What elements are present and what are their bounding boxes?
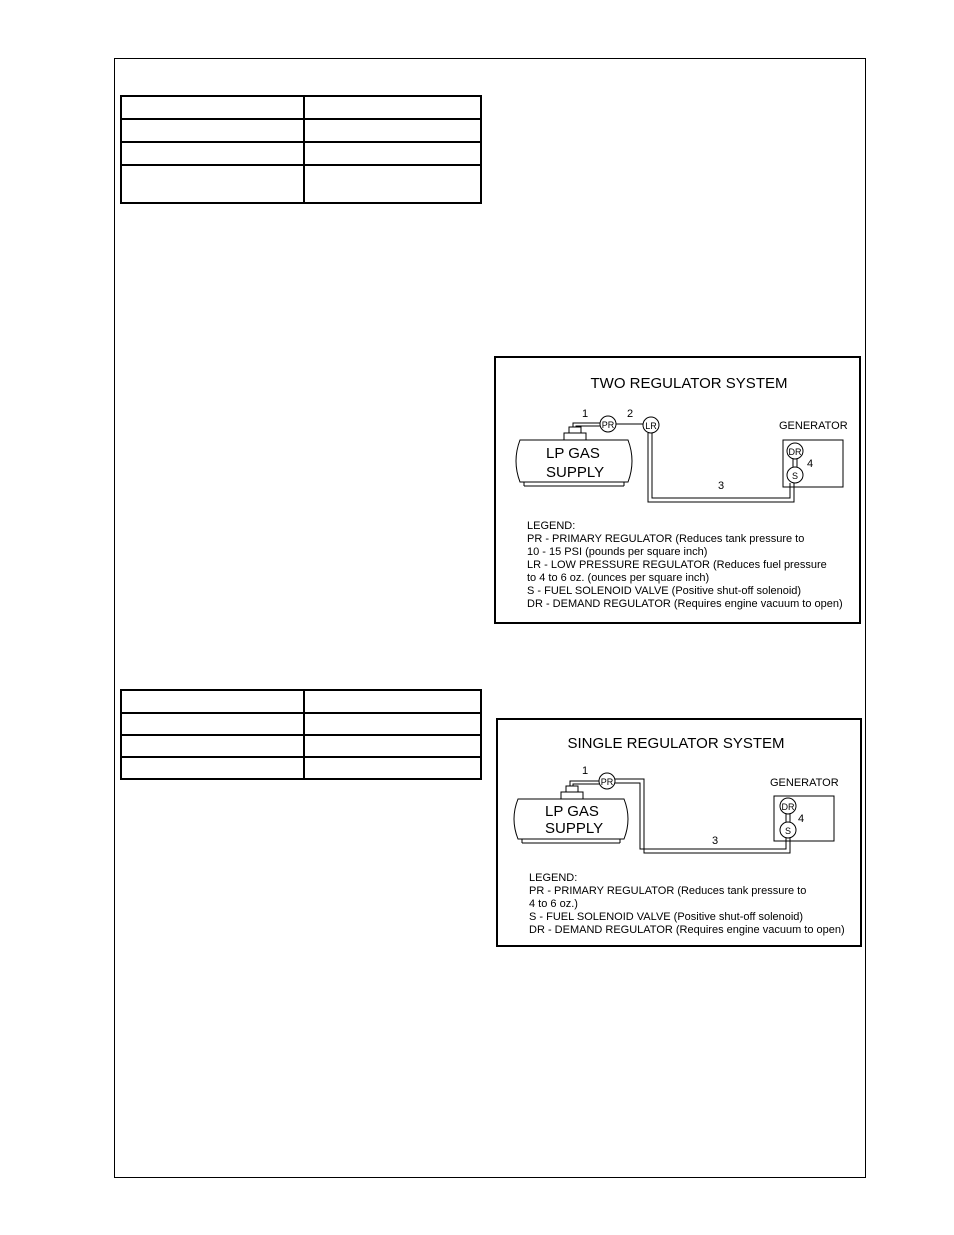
table-cell — [121, 735, 304, 757]
legend-line: to 4 to 6 oz. (ounces per square inch) — [527, 572, 710, 584]
table-cell — [304, 142, 481, 165]
legend-line: PR - PRIMARY REGULATOR (Reduces tank pressure to — [529, 885, 807, 897]
table-cell — [304, 713, 481, 735]
pr-label: PR — [600, 777, 614, 787]
lr-label: LR — [645, 421, 657, 431]
legend-line: 10 - 15 PSI (pounds per square inch) — [527, 546, 708, 558]
table-cell — [121, 142, 304, 165]
table-cell — [304, 165, 481, 203]
dr-label: DR — [788, 447, 802, 457]
table-cell — [121, 713, 304, 735]
table-cell — [121, 757, 304, 779]
table-cell — [304, 96, 481, 119]
legend-line: LR - LOW PRESSURE REGULATOR (Reduces fuel pressure — [527, 559, 827, 571]
table-row — [121, 119, 481, 142]
line-number-4: 4 — [798, 813, 805, 825]
legend-line: 4 to 6 oz.) — [529, 898, 578, 910]
legend — [527, 520, 843, 610]
diagram-title: SINGLE REGULATOR SYSTEM — [567, 735, 785, 752]
table-cell — [121, 96, 304, 119]
line-number-3: 3 — [718, 480, 725, 492]
legend-line: S - FUEL SOLENOID VALVE (Positive shut-off solenoid) — [529, 911, 804, 923]
table-row — [121, 96, 481, 119]
line-number-1: 1 — [582, 408, 589, 420]
table-cell — [121, 119, 304, 142]
table-cell — [304, 119, 481, 142]
table-row — [121, 690, 481, 713]
top-table — [120, 95, 482, 204]
table-row — [121, 165, 481, 203]
legend-line: LEGEND: — [527, 520, 576, 532]
legend-line: LEGEND: — [529, 872, 578, 884]
line-1-pipe — [570, 781, 599, 786]
dr-label: DR — [781, 802, 795, 812]
line-3-pipe — [615, 779, 790, 853]
tank-label-line1: LP GAS — [545, 803, 599, 820]
table-cell — [304, 735, 481, 757]
line-1-pipe — [573, 423, 600, 427]
bottom-table — [120, 689, 482, 780]
pr-label: PR — [601, 420, 615, 430]
generator-label: GENERATOR — [779, 420, 848, 432]
table-cell — [304, 690, 481, 713]
line-number-3: 3 — [712, 835, 719, 847]
tank-label-line2: SUPPLY — [545, 820, 604, 837]
table-cell — [304, 757, 481, 779]
two-regulator-svg — [496, 358, 863, 626]
table-cell — [121, 165, 304, 203]
tank-label-line2: SUPPLY — [546, 464, 605, 481]
s-label: S — [784, 826, 792, 836]
generator-label: GENERATOR — [770, 777, 839, 789]
table-cell — [121, 690, 304, 713]
tank-label-line1: LP GAS — [546, 445, 600, 462]
two-regulator-diagram — [494, 356, 861, 624]
single-regulator-svg — [498, 720, 864, 949]
s-label: S — [791, 471, 799, 481]
line-number-4: 4 — [807, 458, 814, 470]
table-row — [121, 757, 481, 779]
line-number-2: 2 — [627, 408, 634, 420]
diagram-title: TWO REGULATOR SYSTEM — [590, 375, 788, 392]
legend — [529, 872, 845, 936]
legend-line: S - FUEL SOLENOID VALVE (Positive shut-off solenoid) — [527, 585, 802, 597]
table-row — [121, 713, 481, 735]
legend-line: DR - DEMAND REGULATOR (Requires engine vacuum to open) — [529, 924, 845, 936]
table-row — [121, 735, 481, 757]
line-number-1: 1 — [582, 765, 589, 777]
legend-line: PR - PRIMARY REGULATOR (Reduces tank pressure to — [527, 533, 805, 545]
single-regulator-diagram — [496, 718, 862, 947]
legend-line: DR - DEMAND REGULATOR (Requires engine vacuum to open) — [527, 598, 843, 610]
table-row — [121, 142, 481, 165]
